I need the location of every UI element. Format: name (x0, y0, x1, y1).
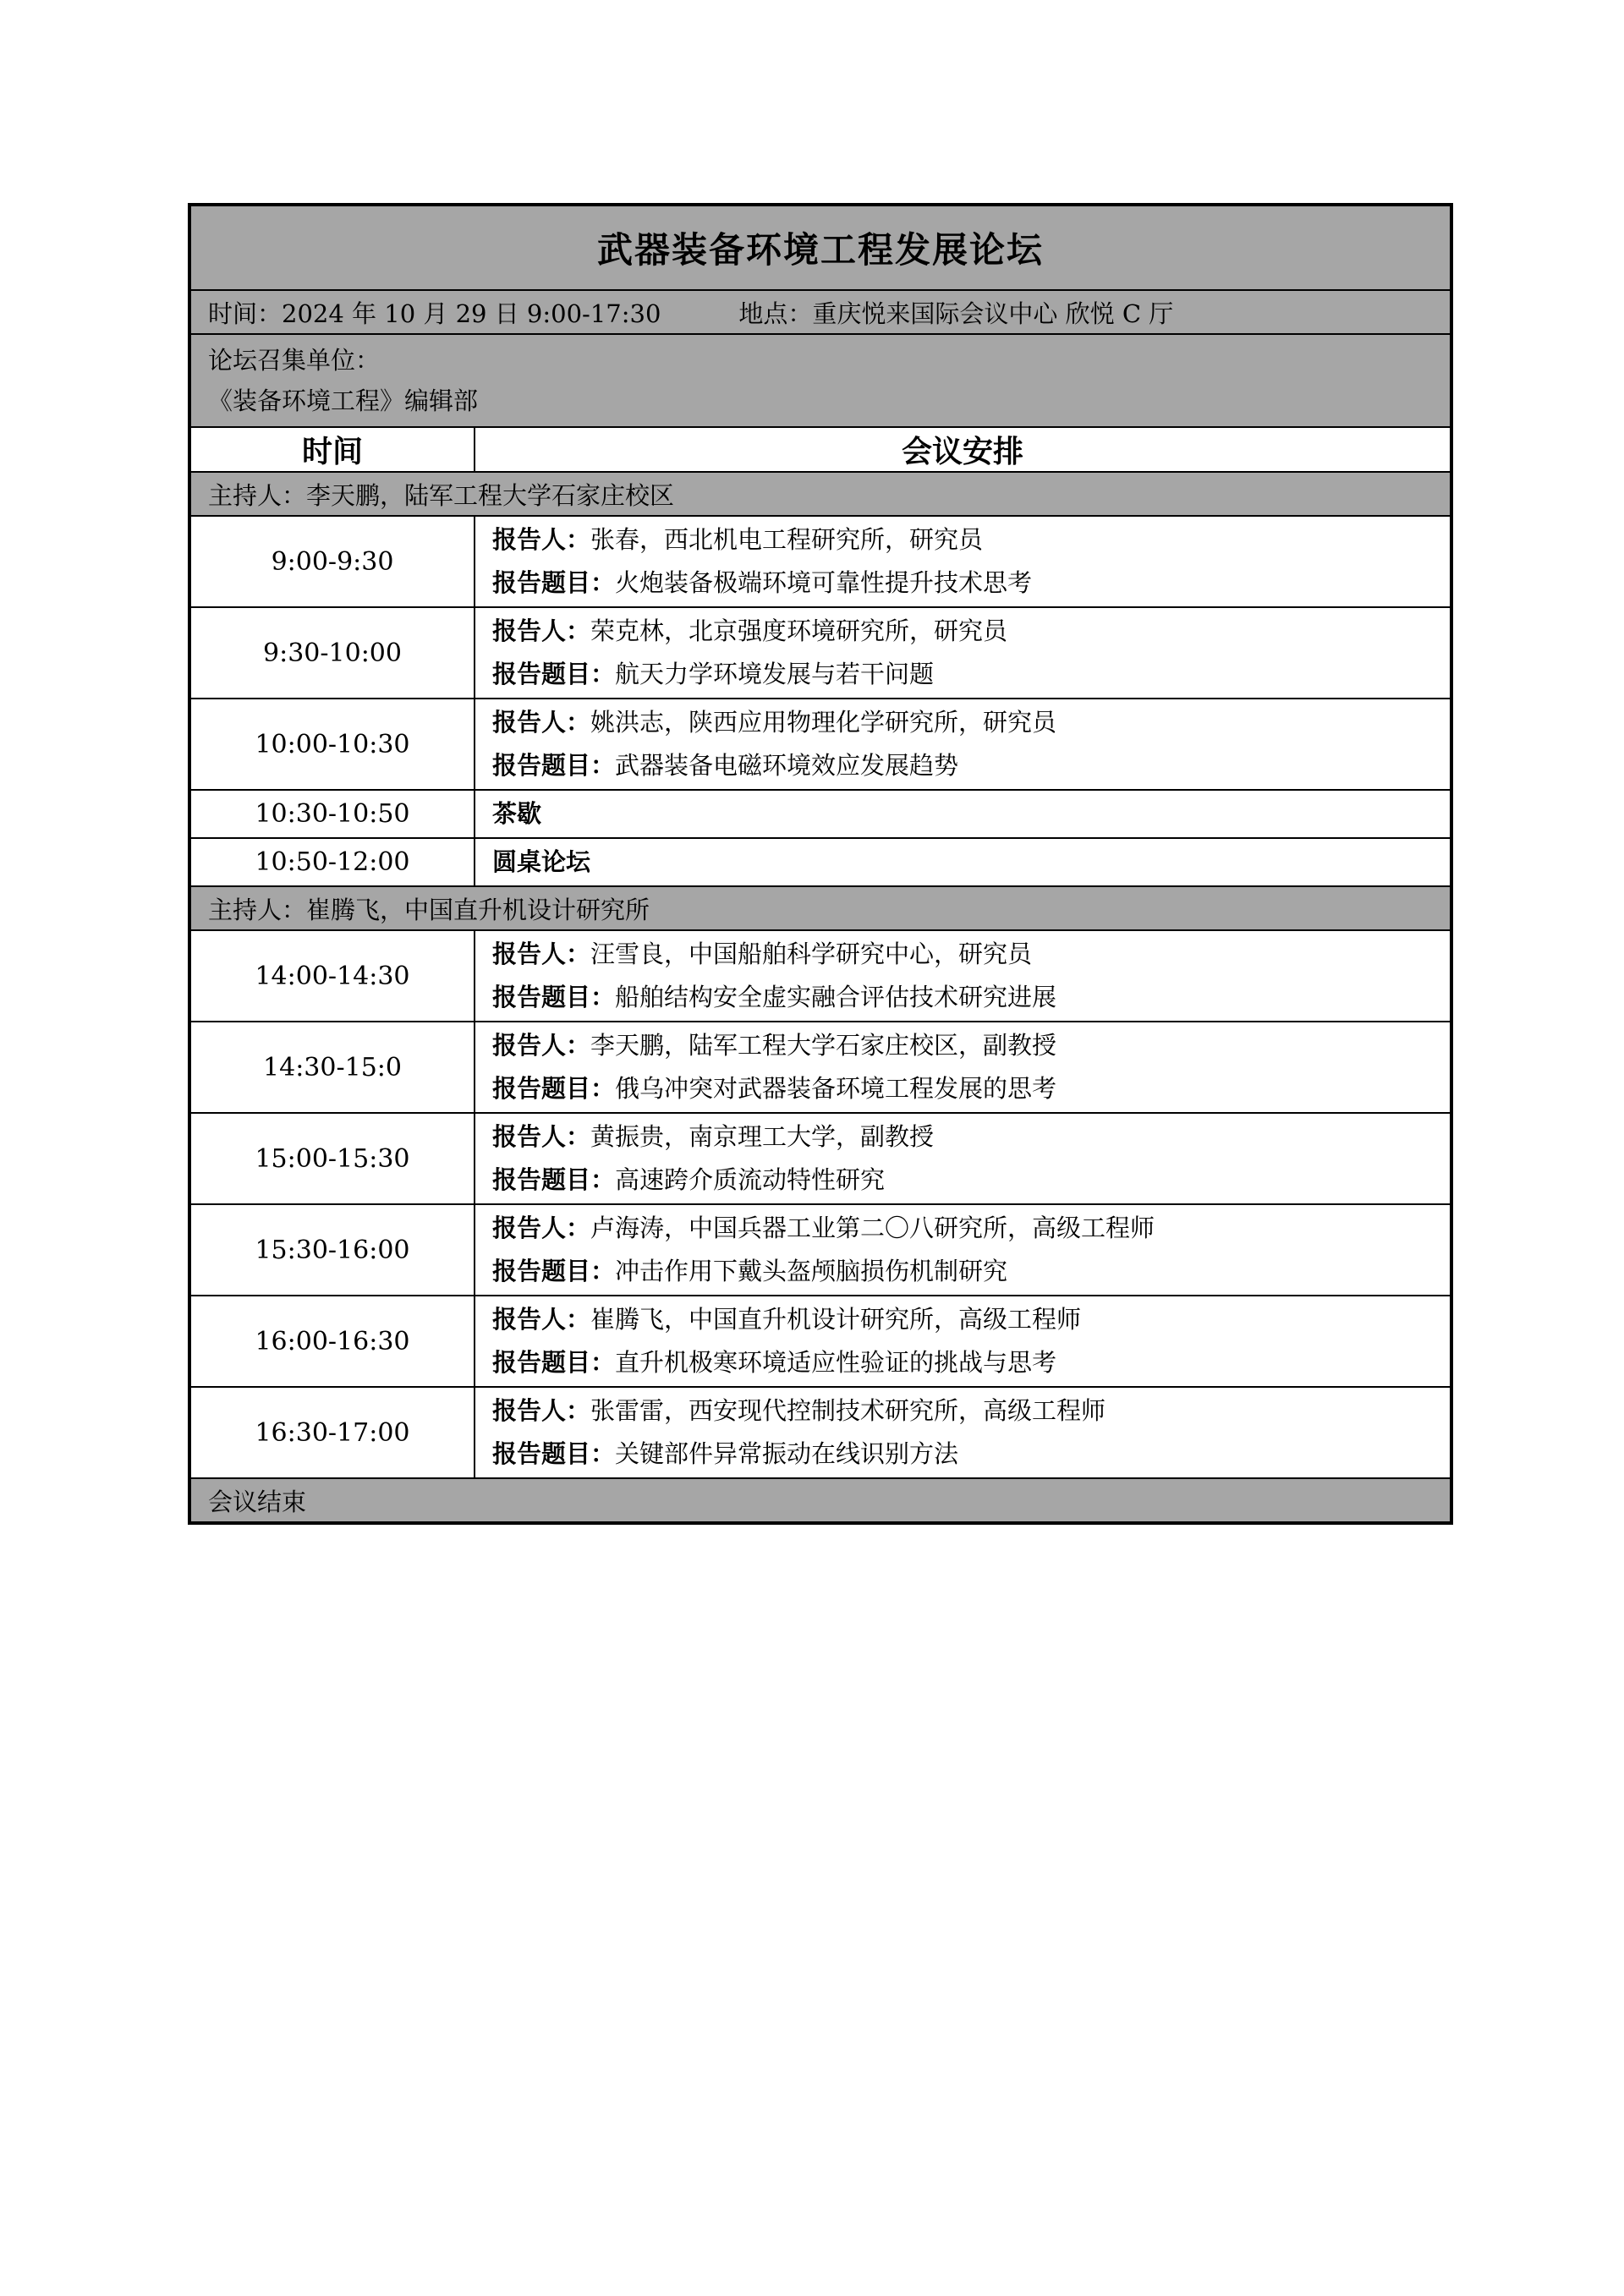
speaker-line (492, 701, 1433, 744)
break-row (190, 790, 1451, 838)
talk-info-cell (475, 699, 1451, 790)
agenda-table (189, 205, 1451, 1523)
header-agenda: 会议安排 (475, 427, 1451, 472)
talk-info-cell (475, 1022, 1451, 1113)
speaker-label: 报告人： (492, 1122, 591, 1151)
topic-line (492, 1159, 1433, 1202)
speaker-label: 报告人： (492, 1214, 591, 1242)
topic-line (492, 744, 1433, 787)
sessions-body (190, 472, 1451, 1478)
end-row: 会议结束 (190, 1478, 1451, 1522)
topic-line (492, 1250, 1433, 1293)
title-cell (190, 205, 1451, 290)
time-cell: 9:30-10:00 (190, 607, 475, 699)
break-row (190, 838, 1451, 886)
speaker-label: 报告人： (492, 708, 591, 737)
host-row: 主持人：李天鹏，陆军工程大学石家庄校区 (190, 472, 1451, 516)
time-cell: 14:30-15:0 (190, 1022, 475, 1113)
talk-info-cell (475, 1387, 1451, 1478)
talk-info-cell (475, 930, 1451, 1022)
time-cell: 10:30-10:50 (190, 790, 475, 838)
topic-label: 报告题目： (492, 1439, 616, 1468)
topic-label: 报告题目： (492, 1257, 616, 1285)
organizer-label: 论坛召集单位： (208, 346, 381, 375)
speaker-line (492, 518, 1433, 562)
break-label: 茶歇 (475, 790, 1451, 838)
topic-line (492, 653, 1433, 696)
time-cell: 16:30-17:00 (190, 1387, 475, 1478)
topic-line (492, 1067, 1433, 1110)
topic-line (492, 976, 1433, 1019)
topic-label: 报告题目： (492, 660, 616, 688)
meta-row (190, 290, 1451, 334)
agenda-document (188, 203, 1453, 1525)
table-row (190, 1296, 1451, 1387)
topic-line (492, 1341, 1433, 1384)
host-row: 主持人：崔腾飞，中国直升机设计研究所 (190, 886, 1451, 930)
topic-value: 冲击作用下戴头盔颅脑损伤机制研究 (615, 1257, 1008, 1285)
speaker-line (492, 1207, 1433, 1250)
speaker-line (492, 1115, 1433, 1159)
topic-label: 报告题目： (492, 983, 616, 1011)
topic-value: 关键部件异常振动在线识别方法 (615, 1439, 959, 1468)
topic-line (492, 562, 1433, 605)
topic-value: 武器装备电磁环境效应发展趋势 (615, 751, 959, 780)
topic-label: 报告题目： (492, 751, 616, 780)
topic-label: 报告题目： (492, 1348, 616, 1377)
speaker-label: 报告人： (492, 1396, 591, 1425)
speaker-value: 黄振贵，南京理工大学，副教授 (590, 1122, 935, 1151)
table-row (190, 607, 1451, 699)
organizer-name: 《装备环境工程》编辑部 (208, 386, 479, 415)
speaker-line (492, 1389, 1433, 1433)
speaker-value: 李天鹏，陆军工程大学石家庄校区，副教授 (590, 1031, 1057, 1060)
meta-time: 时间：2024 年 10 月 29 日 9:00-17:30 (208, 299, 661, 328)
table-row (190, 1022, 1451, 1113)
speaker-line (492, 610, 1433, 653)
time-cell: 9:00-9:30 (190, 516, 475, 607)
time-cell: 14:00-14:30 (190, 930, 475, 1022)
table-row (190, 1204, 1451, 1296)
talk-info-cell (475, 1296, 1451, 1387)
speaker-value: 卢海涛，中国兵器工业第二〇八研究所，高级工程师 (590, 1214, 1155, 1242)
speaker-value: 汪雪良，中国船舶科学研究中心，研究员 (590, 940, 1033, 968)
speaker-label: 报告人： (492, 616, 591, 645)
topic-label: 报告题目： (492, 568, 616, 597)
speaker-label: 报告人： (492, 1031, 591, 1060)
table-row (190, 516, 1451, 607)
header-time: 时间 (190, 427, 475, 472)
talk-info-cell (475, 607, 1451, 699)
talk-info-cell (475, 1113, 1451, 1204)
talk-info-cell (475, 1204, 1451, 1296)
time-cell: 16:00-16:30 (190, 1296, 475, 1387)
speaker-label: 报告人： (492, 1305, 591, 1334)
speaker-label: 报告人： (492, 525, 591, 554)
page-title: 武器装备环境工程发展论坛 (596, 229, 1044, 271)
topic-line (492, 1433, 1433, 1476)
meta-location: 地点：重庆悦来国际会议中心 欣悦 C 厅 (738, 299, 1174, 328)
talk-info-cell (475, 516, 1451, 607)
table-row (190, 930, 1451, 1022)
speaker-value: 姚洪志，陕西应用物理化学研究所，研究员 (590, 708, 1057, 737)
break-label: 圆桌论坛 (475, 838, 1451, 886)
speaker-value: 崔腾飞，中国直升机设计研究所，高级工程师 (590, 1305, 1082, 1334)
speaker-value: 张春，西北机电工程研究所，研究员 (590, 525, 984, 554)
organizer-row (190, 334, 1451, 427)
topic-label: 报告题目： (492, 1074, 616, 1103)
time-cell: 15:00-15:30 (190, 1113, 475, 1204)
topic-value: 火炮装备极端环境可靠性提升技术思考 (615, 568, 1033, 597)
time-cell: 10:00-10:30 (190, 699, 475, 790)
topic-value: 直升机极寒环境适应性验证的挑战与思考 (615, 1348, 1057, 1377)
speaker-line (492, 1024, 1433, 1067)
speaker-label: 报告人： (492, 940, 591, 968)
topic-value: 高速跨介质流动特性研究 (615, 1165, 886, 1194)
topic-label: 报告题目： (492, 1165, 616, 1194)
topic-value: 船舶结构安全虚实融合评估技术研究进展 (615, 983, 1057, 1011)
speaker-line (492, 1298, 1433, 1341)
time-cell: 15:30-16:00 (190, 1204, 475, 1296)
topic-value: 航天力学环境发展与若干问题 (615, 660, 935, 688)
table-row (190, 1387, 1451, 1478)
speaker-value: 荣克林，北京强度环境研究所，研究员 (590, 616, 1008, 645)
speaker-value: 张雷雷，西安现代控制技术研究所，高级工程师 (590, 1396, 1106, 1425)
table-row (190, 1113, 1451, 1204)
time-cell: 10:50-12:00 (190, 838, 475, 886)
table-row (190, 699, 1451, 790)
topic-value: 俄乌冲突对武器装备环境工程发展的思考 (615, 1074, 1057, 1103)
speaker-line (492, 933, 1433, 976)
